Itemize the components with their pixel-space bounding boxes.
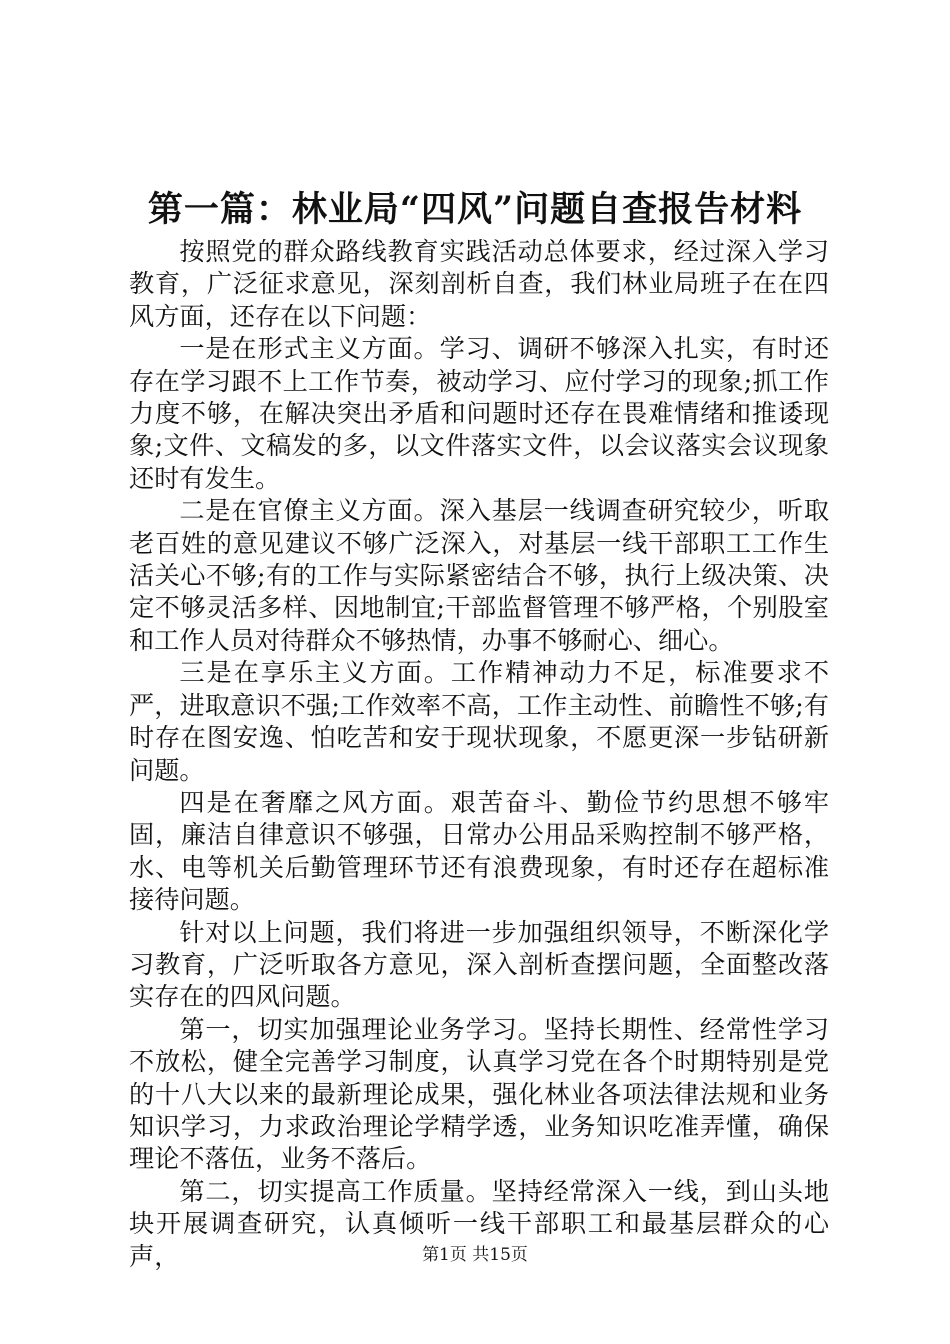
paragraph-hedonism: 三是在享乐主义方面。工作精神动力不足，标准要求不严，进取意识不强;工作效率不高，工作主动性、前瞻性不够;有时存在图安逸、怕吃苦和安于现状现象，不愿更深一步钻研新问题。 bbox=[129, 658, 829, 785]
paragraph-bureaucratism: 二是在官僚主义方面。深入基层一线调查研究较少，听取老百姓的意见建议不够广泛深入，对基层一线干部职工工作生活关心不够;有的工作与实际紧密结合不够，执行上级决策、决定不够灵活多样、因地制宜;干部监督管理不够严格，个别股室和工作人员对待群众不够热情，办事不够耐心、细心。 bbox=[129, 496, 829, 655]
paragraph-extravagance: 四是在奢靡之风方面。艰苦奋斗、勤俭节约思想不够牢固，廉洁自律意识不够强，日常办公用品采购控制不够严格，水、电等机关后勤管理环节还有浪费现象，有时还存在超标准接待问题。 bbox=[129, 787, 829, 915]
paragraph-measure-one: 第一，切实加强理论业务学习。坚持长期性、经常性学习不放松，健全完善学习制度，认真学习党在各个时期特别是党的十八大以来的最新理论成果，强化林业各项法律法规和业务知识学习，力求政治理论学精学透，业务知识吃准弄懂，确保理论不落伍，业务不落后。 bbox=[129, 1014, 829, 1174]
paragraph-intro: 按照党的群众路线教育实践活动总体要求，经过深入学习教育，广泛征求意见，深刻剖析自查，我们林业局班子在在四风方面，还存在以下问题： bbox=[129, 237, 829, 331]
document-title: 第一篇：林业局“四风”问题自查报告材料 bbox=[147, 189, 803, 230]
paragraph-response: 针对以上问题，我们将进一步加强组织领导，不断深化学习教育，广泛听取各方意见，深入剖析查摆问题，全面整改落实存在的四风问题。 bbox=[129, 917, 829, 1012]
page-footer: 第1页 共15页 bbox=[422, 1245, 528, 1265]
document-body bbox=[129, 236, 829, 1273]
paragraph-formalism: 一是在形式主义方面。学习、调研不够深入扎实，有时还存在学习跟不上工作节奏，被动学习、应付学习的现象;抓工作力度不够，在解决突出矛盾和问题时还存在畏难情绪和推诿现象;文件、文稿发的多，以文件落实文件，以会议落实会议现象还时有发生。 bbox=[129, 334, 829, 493]
paragraph-measure-two: 第二，切实提高工作质量。坚持经常深入一线，到山头地块开展调查研究，认真倾听一线干部职工和最基层群众的心声， bbox=[129, 1176, 829, 1271]
